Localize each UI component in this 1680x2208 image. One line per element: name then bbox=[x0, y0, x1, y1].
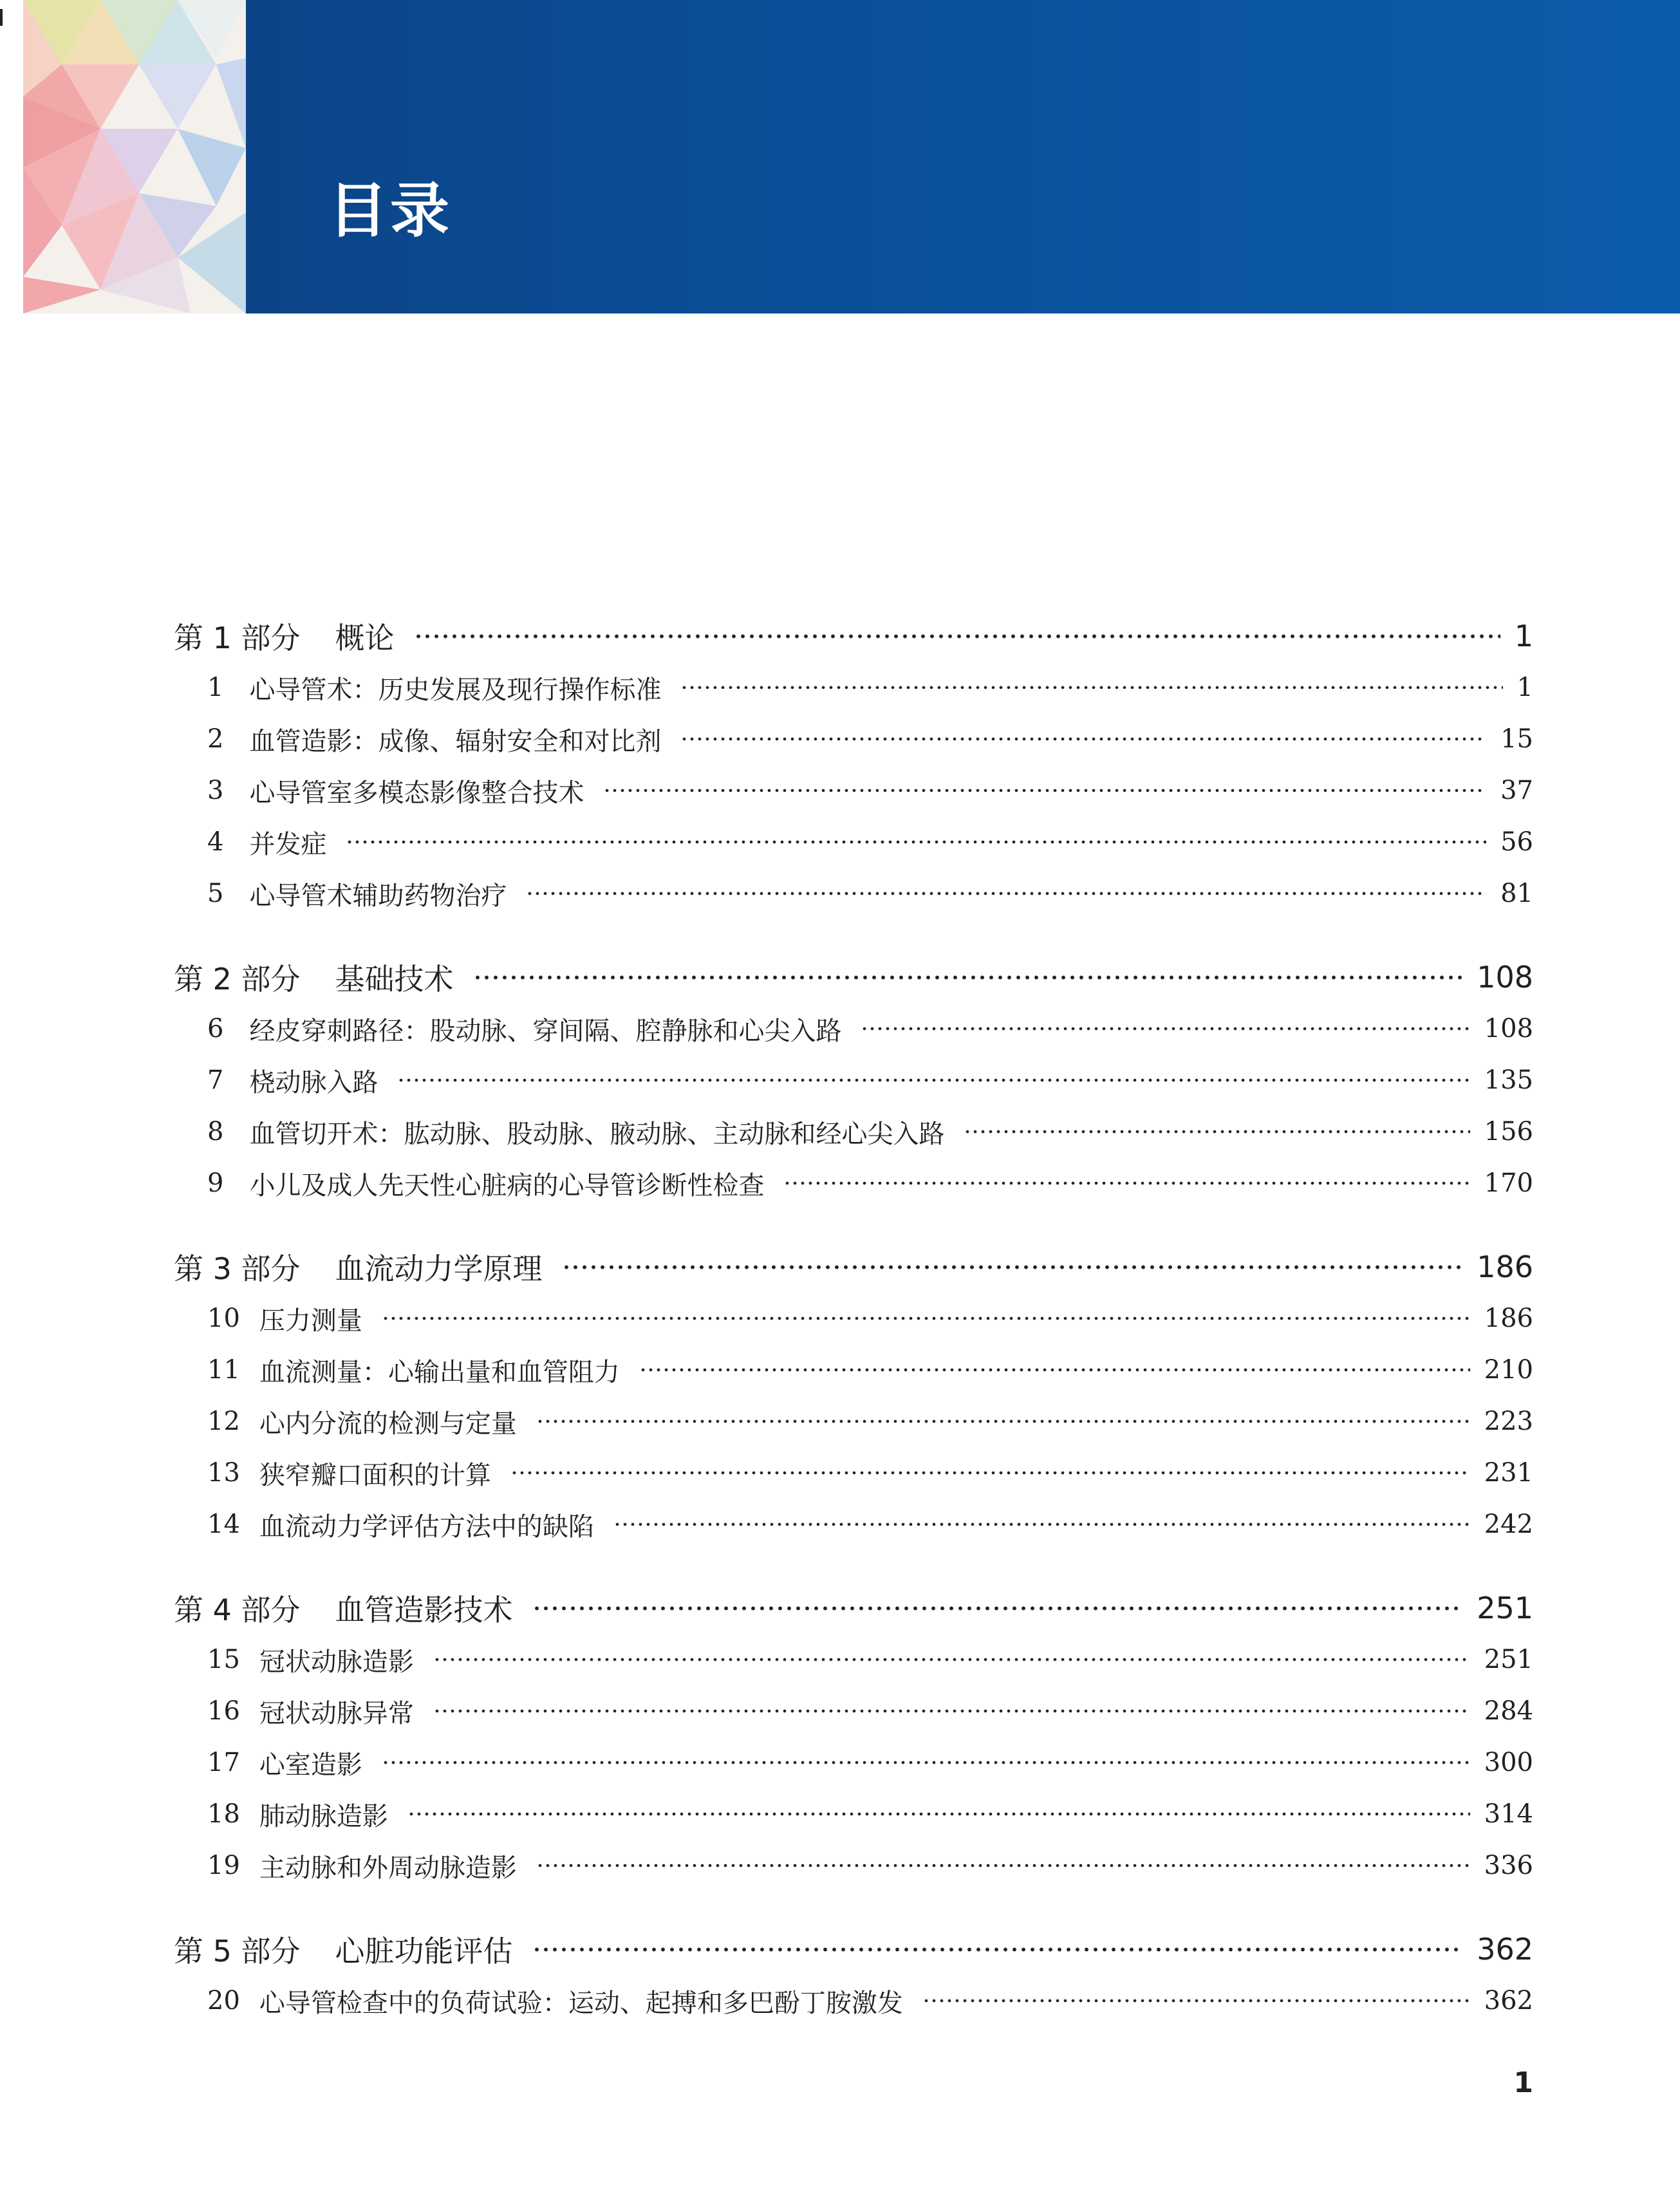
dot-leader bbox=[397, 1078, 1470, 1082]
chapter-title: 桡动脉入路 bbox=[249, 1067, 378, 1098]
chapter-number: 14 bbox=[207, 1510, 240, 1539]
page-title: 目录 bbox=[328, 176, 453, 245]
part-number: 第 2 部分 bbox=[174, 962, 301, 996]
part-page-number: 186 bbox=[1477, 1249, 1533, 1284]
chapter-number: 10 bbox=[207, 1304, 240, 1333]
chapter-title: 主动脉和外周动脉造影 bbox=[259, 1853, 517, 1883]
dot-leader bbox=[562, 1265, 1463, 1269]
chapter-page-number: 156 bbox=[1484, 1117, 1533, 1146]
toc-chapter[interactable] bbox=[174, 816, 1533, 868]
chapter-page-number: 231 bbox=[1484, 1458, 1533, 1488]
chapter-page-number: 170 bbox=[1484, 1168, 1533, 1198]
chapter-title: 肺动脉造影 bbox=[259, 1801, 388, 1831]
chapter-number: 12 bbox=[207, 1407, 240, 1436]
dot-leader bbox=[680, 686, 1502, 689]
chapter-title: 心导管检查中的负荷试验：运动、起搏和多巴酚丁胺激发 bbox=[259, 1988, 903, 2018]
chapter-title: 经皮穿刺路径：股动脉、穿间隔、腔静脉和心尖入路 bbox=[249, 1016, 842, 1046]
dot-leader bbox=[526, 892, 1486, 895]
chapter-page-number: 362 bbox=[1484, 1986, 1533, 2016]
chapter-page-number: 314 bbox=[1484, 1799, 1533, 1829]
toc-chapter[interactable] bbox=[174, 765, 1533, 816]
toc-chapter[interactable] bbox=[174, 713, 1533, 765]
toc-part[interactable] bbox=[174, 1582, 1533, 1634]
dot-leader bbox=[382, 1761, 1470, 1764]
part-title: 血管造影技术 bbox=[335, 1593, 513, 1627]
dot-leader bbox=[783, 1181, 1470, 1185]
chapter-number: 13 bbox=[207, 1458, 240, 1488]
toc-chapter[interactable] bbox=[174, 1840, 1533, 1891]
chapter-page-number: 37 bbox=[1500, 776, 1533, 805]
chapter-number: 18 bbox=[207, 1799, 240, 1829]
dot-leader bbox=[414, 634, 1500, 639]
toc-chapter[interactable] bbox=[174, 1293, 1533, 1344]
chapter-page-number: 300 bbox=[1484, 1748, 1533, 1777]
toc-chapter[interactable] bbox=[174, 1003, 1533, 1054]
toc-chapter[interactable] bbox=[174, 1788, 1533, 1840]
part-title: 血流动力学原理 bbox=[335, 1251, 543, 1286]
chapter-title: 冠状动脉异常 bbox=[259, 1698, 414, 1728]
toc-chapter[interactable] bbox=[174, 1737, 1533, 1788]
chapter-page-number: 242 bbox=[1484, 1510, 1533, 1539]
chapter-page-number: 284 bbox=[1484, 1696, 1533, 1726]
toc-part[interactable] bbox=[174, 610, 1533, 662]
chapter-number: 16 bbox=[207, 1696, 240, 1726]
chapter-title: 小儿及成人先天性心脏病的心导管诊断性检查 bbox=[249, 1170, 765, 1201]
chapter-number: 1 bbox=[207, 673, 224, 702]
chapter-number: 19 bbox=[207, 1851, 240, 1880]
chapter-number: 8 bbox=[207, 1117, 224, 1146]
chapter-title: 血管造影：成像、辐射安全和对比剂 bbox=[249, 726, 662, 756]
chapter-title: 冠状动脉造影 bbox=[259, 1647, 414, 1677]
chapter-title: 压力测量 bbox=[259, 1305, 362, 1336]
part-number: 第 5 部分 bbox=[174, 1934, 301, 1969]
toc-chapter[interactable] bbox=[174, 1975, 1533, 2026]
chapter-title: 血流测量：心输出量和血管阻力 bbox=[259, 1357, 620, 1387]
chapter-number: 9 bbox=[207, 1168, 224, 1198]
toc-chapter[interactable] bbox=[174, 1054, 1533, 1106]
chapter-number: 7 bbox=[207, 1065, 224, 1095]
chapter-title: 心内分流的检测与定量 bbox=[259, 1408, 517, 1439]
chapter-title: 心室造影 bbox=[259, 1750, 362, 1780]
dot-leader bbox=[861, 1027, 1470, 1031]
toc-chapter[interactable] bbox=[174, 1396, 1533, 1447]
part-title: 概论 bbox=[335, 621, 395, 655]
chapter-number: 20 bbox=[207, 1986, 240, 2016]
chapter-page-number: 135 bbox=[1484, 1065, 1533, 1095]
chapter-title: 并发症 bbox=[249, 829, 327, 859]
dot-leader bbox=[407, 1812, 1470, 1816]
chapter-title: 狭窄瓣口面积的计算 bbox=[259, 1460, 491, 1490]
toc-part[interactable] bbox=[174, 1923, 1533, 1975]
part-page-number: 362 bbox=[1477, 1932, 1533, 1967]
dot-leader bbox=[922, 1999, 1470, 2003]
dot-leader bbox=[510, 1471, 1470, 1475]
dot-leader bbox=[346, 840, 1486, 844]
chapter-title: 血管切开术：肱动脉、股动脉、腋动脉、主动脉和经心尖入路 bbox=[249, 1119, 945, 1149]
part-number: 第 4 部分 bbox=[174, 1593, 301, 1627]
header-banner bbox=[23, 0, 1680, 313]
crop-mark bbox=[0, 9, 3, 26]
part-title: 心脏功能评估 bbox=[335, 1934, 513, 1969]
dot-leader bbox=[473, 975, 1463, 980]
dot-leader bbox=[532, 1947, 1463, 1952]
chapter-number: 3 bbox=[207, 776, 224, 805]
chapter-page-number: 1 bbox=[1517, 673, 1533, 702]
chapter-number: 2 bbox=[207, 724, 224, 754]
part-number: 第 1 部分 bbox=[174, 621, 301, 655]
chapter-page-number: 56 bbox=[1500, 827, 1533, 857]
page-number: 1 bbox=[1513, 2066, 1533, 2099]
toc-chapter[interactable] bbox=[174, 1447, 1533, 1499]
toc-chapter[interactable] bbox=[174, 1685, 1533, 1737]
toc-part[interactable] bbox=[174, 1241, 1533, 1293]
chapter-title: 血流动力学评估方法中的缺陷 bbox=[259, 1511, 594, 1542]
toc-part[interactable] bbox=[174, 951, 1533, 1003]
dot-leader bbox=[536, 1419, 1470, 1423]
chapter-number: 11 bbox=[207, 1355, 240, 1385]
dot-leader bbox=[536, 1864, 1470, 1867]
geometric-mosaic-decoration bbox=[23, 0, 246, 313]
chapter-number: 15 bbox=[207, 1645, 240, 1674]
dot-leader bbox=[603, 789, 1486, 792]
chapter-number: 17 bbox=[207, 1748, 240, 1777]
chapter-number: 5 bbox=[207, 879, 224, 908]
toc-chapter[interactable] bbox=[174, 1499, 1533, 1550]
chapter-page-number: 336 bbox=[1484, 1851, 1533, 1880]
table-of-contents bbox=[174, 610, 1533, 2026]
toc-chapter[interactable] bbox=[174, 662, 1533, 713]
dot-leader bbox=[639, 1368, 1470, 1372]
chapter-page-number: 223 bbox=[1484, 1407, 1533, 1436]
dot-leader bbox=[964, 1130, 1470, 1134]
chapter-number: 4 bbox=[207, 827, 224, 857]
dot-leader bbox=[433, 1658, 1470, 1661]
toc-chapter[interactable] bbox=[174, 868, 1533, 919]
chapter-page-number: 210 bbox=[1484, 1355, 1533, 1385]
dot-leader bbox=[680, 737, 1486, 741]
dot-leader bbox=[382, 1316, 1470, 1320]
part-title: 基础技术 bbox=[335, 962, 454, 996]
chapter-title: 心导管术辅助药物治疗 bbox=[249, 881, 507, 911]
chapter-page-number: 251 bbox=[1484, 1645, 1533, 1674]
chapter-number: 6 bbox=[207, 1014, 224, 1043]
chapter-page-number: 186 bbox=[1484, 1304, 1533, 1333]
chapter-page-number: 15 bbox=[1500, 724, 1533, 754]
chapter-page-number: 108 bbox=[1484, 1014, 1533, 1043]
toc-chapter[interactable] bbox=[174, 1634, 1533, 1685]
part-page-number: 251 bbox=[1477, 1591, 1533, 1625]
part-page-number: 1 bbox=[1514, 619, 1533, 653]
dot-leader bbox=[532, 1606, 1463, 1611]
toc-chapter[interactable] bbox=[174, 1157, 1533, 1209]
dot-leader bbox=[613, 1522, 1470, 1526]
chapter-title: 心导管术：历史发展及现行操作标准 bbox=[249, 675, 662, 705]
chapter-page-number: 81 bbox=[1500, 879, 1533, 908]
toc-chapter[interactable] bbox=[174, 1106, 1533, 1157]
chapter-title: 心导管室多模态影像整合技术 bbox=[249, 778, 584, 808]
part-number: 第 3 部分 bbox=[174, 1251, 301, 1286]
dot-leader bbox=[433, 1709, 1470, 1713]
toc-chapter[interactable] bbox=[174, 1344, 1533, 1396]
part-page-number: 108 bbox=[1477, 960, 1533, 995]
